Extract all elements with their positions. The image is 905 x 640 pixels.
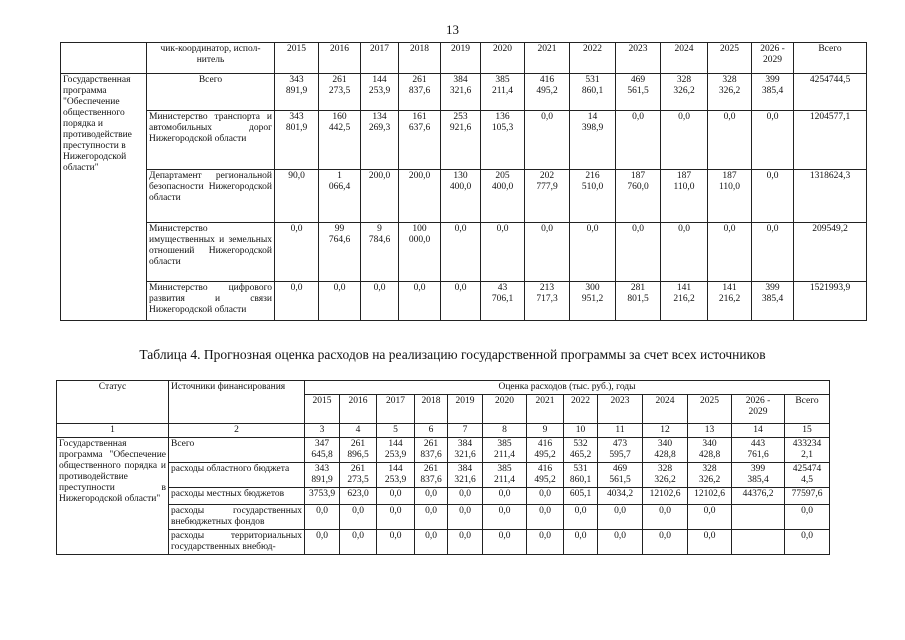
value-cell: 399 385,4 xyxy=(752,282,794,321)
value-cell: 0,0 xyxy=(688,505,732,530)
value-cell: 433234 2,1 xyxy=(785,438,830,463)
table-row xyxy=(61,223,867,282)
value-cell: 343 801,9 xyxy=(275,111,319,170)
value-cell: 0,0 xyxy=(275,282,319,321)
value-cell: 384 321,6 xyxy=(448,463,483,488)
value-cell: 347 645,8 xyxy=(305,438,340,463)
value-cell: 0,0 xyxy=(275,223,319,282)
column-number-cell: 7 xyxy=(448,424,483,438)
value-cell: 469 561,5 xyxy=(598,463,643,488)
value-cell: 77597,6 xyxy=(785,488,830,505)
value-cell xyxy=(732,505,785,530)
value-cell: 1204577,1 xyxy=(794,111,867,170)
value-cell: 0,0 xyxy=(305,530,340,555)
value-cell: 216 510,0 xyxy=(570,170,616,223)
header-cell: 2015 xyxy=(275,43,319,74)
value-cell: 99 764,6 xyxy=(319,223,361,282)
row-label: Департамент региональной безопасности Нижегородской области xyxy=(147,170,275,223)
value-cell: 0,0 xyxy=(752,111,794,170)
header-estimate: Оценка расходов (тыс. руб.), годы xyxy=(305,381,830,395)
value-cell: 0,0 xyxy=(661,111,708,170)
value-cell: 0,0 xyxy=(752,170,794,223)
column-number-cell: 3 xyxy=(305,424,340,438)
column-number-cell: 14 xyxy=(732,424,785,438)
value-cell: 261 896,5 xyxy=(340,438,377,463)
year-cell: 2019 xyxy=(448,395,483,424)
value-cell: 343 891,9 xyxy=(305,463,340,488)
value-cell: 141 216,2 xyxy=(708,282,752,321)
value-cell: 44376,2 xyxy=(732,488,785,505)
value-cell: 0,0 xyxy=(481,223,525,282)
value-cell: 0,0 xyxy=(785,530,830,555)
value-cell: 416 495,2 xyxy=(527,438,564,463)
value-cell: 130 400,0 xyxy=(441,170,481,223)
header-cell: 2023 xyxy=(616,43,661,74)
column-number-cell: 5 xyxy=(377,424,415,438)
page-number: 13 xyxy=(446,22,459,37)
value-cell: 136 105,3 xyxy=(481,111,525,170)
value-cell: 3753,9 xyxy=(305,488,340,505)
header-cell: 2024 xyxy=(661,43,708,74)
value-cell: 161 637,6 xyxy=(399,111,441,170)
header-cell: 2026 - 2029 xyxy=(752,43,794,74)
value-cell: 0,0 xyxy=(643,530,688,555)
column-number-cell: 4 xyxy=(340,424,377,438)
column-number-row xyxy=(57,424,830,438)
value-cell: 385 211,4 xyxy=(483,463,527,488)
status-cell: Государственная программа "Обеспечение общественного порядка и противодействие преступности в Нижегородской области" xyxy=(57,438,169,555)
value-cell: 384 321,6 xyxy=(441,74,481,111)
value-cell: 385 211,4 xyxy=(481,74,525,111)
value-cell: 141 216,2 xyxy=(661,282,708,321)
row-label: расходы государственных внебюджетных фондов xyxy=(169,505,305,530)
value-cell: 0,0 xyxy=(377,530,415,555)
value-cell: 14 398,9 xyxy=(570,111,616,170)
value-cell: 90,0 xyxy=(275,170,319,223)
column-number-cell: 11 xyxy=(598,424,643,438)
row-label: расходы областного бюджета xyxy=(169,463,305,488)
row-label: Министерство имущественных и земельных отношений Нижегородской области xyxy=(147,223,275,282)
value-cell: 100 000,0 xyxy=(399,223,441,282)
table-row xyxy=(57,438,830,463)
value-cell: 0,0 xyxy=(340,505,377,530)
value-cell: 0,0 xyxy=(441,282,481,321)
value-cell: 443 761,6 xyxy=(732,438,785,463)
year-cell: 2024 xyxy=(643,395,688,424)
column-number-cell: 6 xyxy=(415,424,448,438)
value-cell: 144 253,9 xyxy=(377,463,415,488)
value-cell: 12102,6 xyxy=(688,488,732,505)
row-label: Всего xyxy=(169,438,305,463)
value-cell: 0,0 xyxy=(527,505,564,530)
value-cell: 205 400,0 xyxy=(481,170,525,223)
header-cell: 2018 xyxy=(399,43,441,74)
value-cell: 144 253,9 xyxy=(361,74,399,111)
value-cell: 328 326,2 xyxy=(688,463,732,488)
value-cell: 425474 4,5 xyxy=(785,463,830,488)
value-cell: 0,0 xyxy=(415,505,448,530)
value-cell: 202 777,9 xyxy=(525,170,570,223)
value-cell: 0,0 xyxy=(377,488,415,505)
value-cell: 187 760,0 xyxy=(616,170,661,223)
value-cell: 340 428,8 xyxy=(688,438,732,463)
value-cell: 261 273,5 xyxy=(340,463,377,488)
table-financing-by-executor xyxy=(60,42,867,321)
value-cell: 1521993,9 xyxy=(794,282,867,321)
value-cell: 4034,2 xyxy=(598,488,643,505)
value-cell: 0,0 xyxy=(570,223,616,282)
value-cell: 328 326,2 xyxy=(661,74,708,111)
value-cell: 0,0 xyxy=(525,223,570,282)
value-cell: 0,0 xyxy=(527,530,564,555)
header-cell: Всего xyxy=(794,43,867,74)
value-cell: 0,0 xyxy=(483,505,527,530)
value-cell: 0,0 xyxy=(448,488,483,505)
column-number-cell: 12 xyxy=(643,424,688,438)
column-number-cell: 9 xyxy=(527,424,564,438)
value-cell: 0,0 xyxy=(305,505,340,530)
column-number-cell: 8 xyxy=(483,424,527,438)
row-label: расходы местных бюджетов xyxy=(169,488,305,505)
year-cell: 2020 xyxy=(483,395,527,424)
status-cell: Государственная программа "Обеспечение общественного порядка и противодействие преступности в Нижегородской области" xyxy=(61,74,147,321)
value-cell: 0,0 xyxy=(415,530,448,555)
value-cell: 0,0 xyxy=(319,282,361,321)
header-cell: 2025 xyxy=(708,43,752,74)
value-cell: 416 495,2 xyxy=(527,463,564,488)
value-cell: 531 860,1 xyxy=(570,74,616,111)
value-cell: 261 837,6 xyxy=(415,438,448,463)
value-cell: 187 110,0 xyxy=(661,170,708,223)
year-cell: 2022 xyxy=(564,395,598,424)
value-cell: 0,0 xyxy=(708,223,752,282)
value-cell: 0,0 xyxy=(708,111,752,170)
value-cell: 0,0 xyxy=(415,488,448,505)
value-cell: 281 801,5 xyxy=(616,282,661,321)
table-header-row xyxy=(57,381,830,395)
value-cell: 0,0 xyxy=(785,505,830,530)
table-row xyxy=(61,282,867,321)
value-cell: 0,0 xyxy=(688,530,732,555)
year-cell: 2023 xyxy=(598,395,643,424)
year-cell: 2021 xyxy=(527,395,564,424)
value-cell: 187 110,0 xyxy=(708,170,752,223)
value-cell: 1 066,4 xyxy=(319,170,361,223)
value-cell: 328 326,2 xyxy=(708,74,752,111)
value-cell: 384 321,6 xyxy=(448,438,483,463)
header-status: Статус xyxy=(57,381,169,424)
value-cell: 0,0 xyxy=(525,111,570,170)
table-row xyxy=(61,170,867,223)
value-cell: 0,0 xyxy=(752,223,794,282)
value-cell: 300 951,2 xyxy=(570,282,616,321)
table-header-row xyxy=(61,43,867,74)
value-cell: 12102,6 xyxy=(643,488,688,505)
value-cell: 473 595,7 xyxy=(598,438,643,463)
value-cell: 209549,2 xyxy=(794,223,867,282)
value-cell: 253 921,6 xyxy=(441,111,481,170)
value-cell: 531 860,1 xyxy=(564,463,598,488)
value-cell: 0,0 xyxy=(441,223,481,282)
value-cell: 0,0 xyxy=(564,505,598,530)
header-cell: 2020 xyxy=(481,43,525,74)
value-cell: 4254744,5 xyxy=(794,74,867,111)
value-cell: 416 495,2 xyxy=(525,74,570,111)
value-cell: 213 717,3 xyxy=(525,282,570,321)
value-cell: 144 253,9 xyxy=(377,438,415,463)
value-cell: 0,0 xyxy=(399,282,441,321)
value-cell: 0,0 xyxy=(616,111,661,170)
column-number-cell: 1 xyxy=(57,424,169,438)
header-cell: 2017 xyxy=(361,43,399,74)
column-number-cell: 2 xyxy=(169,424,305,438)
value-cell: 134 269,3 xyxy=(361,111,399,170)
header-cell: чик-координатор, испол- нитель xyxy=(147,43,275,74)
value-cell: 0,0 xyxy=(377,505,415,530)
value-cell: 0,0 xyxy=(361,282,399,321)
value-cell: 399 385,4 xyxy=(732,463,785,488)
value-cell: 0,0 xyxy=(483,530,527,555)
value-cell: 0,0 xyxy=(616,223,661,282)
value-cell: 160 442,5 xyxy=(319,111,361,170)
value-cell: 200,0 xyxy=(361,170,399,223)
row-label: Министерство транспорта и автомобильных дорог Нижегородской области xyxy=(147,111,275,170)
table-row xyxy=(57,488,830,505)
value-cell: 261 837,6 xyxy=(399,74,441,111)
year-cell: 2025 xyxy=(688,395,732,424)
value-cell: 1318624,3 xyxy=(794,170,867,223)
value-cell: 0,0 xyxy=(564,530,598,555)
value-cell: 0,0 xyxy=(340,530,377,555)
year-cell: 2017 xyxy=(377,395,415,424)
value-cell: 0,0 xyxy=(598,505,643,530)
value-cell: 328 326,2 xyxy=(643,463,688,488)
value-cell: 343 891,9 xyxy=(275,74,319,111)
column-number-cell: 10 xyxy=(564,424,598,438)
value-cell: 0,0 xyxy=(448,530,483,555)
table-row xyxy=(57,463,830,488)
value-cell: 340 428,8 xyxy=(643,438,688,463)
table-row xyxy=(57,530,830,555)
year-cell: 2015 xyxy=(305,395,340,424)
table4-title: Таблица 4. Прогнозная оценка расходов на реализацию государственной программы за счет всех источников xyxy=(139,347,766,362)
table-forecast-expenses xyxy=(56,380,830,555)
year-cell: 2018 xyxy=(415,395,448,424)
value-cell xyxy=(732,530,785,555)
row-label: Министерство цифрового развития и связи Нижегородской области xyxy=(147,282,275,321)
value-cell: 9 784,6 xyxy=(361,223,399,282)
header-cell: 2016 xyxy=(319,43,361,74)
table-row xyxy=(61,74,867,111)
year-cell: 2016 xyxy=(340,395,377,424)
value-cell: 0,0 xyxy=(598,530,643,555)
value-cell: 532 465,2 xyxy=(564,438,598,463)
value-cell: 0,0 xyxy=(483,488,527,505)
row-label: Всего xyxy=(147,74,275,111)
value-cell: 0,0 xyxy=(661,223,708,282)
header-cell: 2019 xyxy=(441,43,481,74)
column-number-cell: 15 xyxy=(785,424,830,438)
value-cell: 399 385,4 xyxy=(752,74,794,111)
value-cell: 200,0 xyxy=(399,170,441,223)
header-cell: 2022 xyxy=(570,43,616,74)
value-cell: 623,0 xyxy=(340,488,377,505)
header-sources: Источники финансирования xyxy=(169,381,305,424)
value-cell: 385 211,4 xyxy=(483,438,527,463)
value-cell: 0,0 xyxy=(448,505,483,530)
table-row xyxy=(61,111,867,170)
value-cell: 43 706,1 xyxy=(481,282,525,321)
row-label: расходы территориальных государственных внебюд- xyxy=(169,530,305,555)
column-number-cell: 13 xyxy=(688,424,732,438)
year-cell: 2026 - 2029 xyxy=(732,395,785,424)
header-cell: 2021 xyxy=(525,43,570,74)
header-empty-cell xyxy=(61,43,147,74)
value-cell: 261 837,6 xyxy=(415,463,448,488)
value-cell: 0,0 xyxy=(527,488,564,505)
year-cell: Всего xyxy=(785,395,830,424)
value-cell: 469 561,5 xyxy=(616,74,661,111)
value-cell: 605,1 xyxy=(564,488,598,505)
value-cell: 0,0 xyxy=(643,505,688,530)
table-row xyxy=(57,505,830,530)
value-cell: 261 273,5 xyxy=(319,74,361,111)
